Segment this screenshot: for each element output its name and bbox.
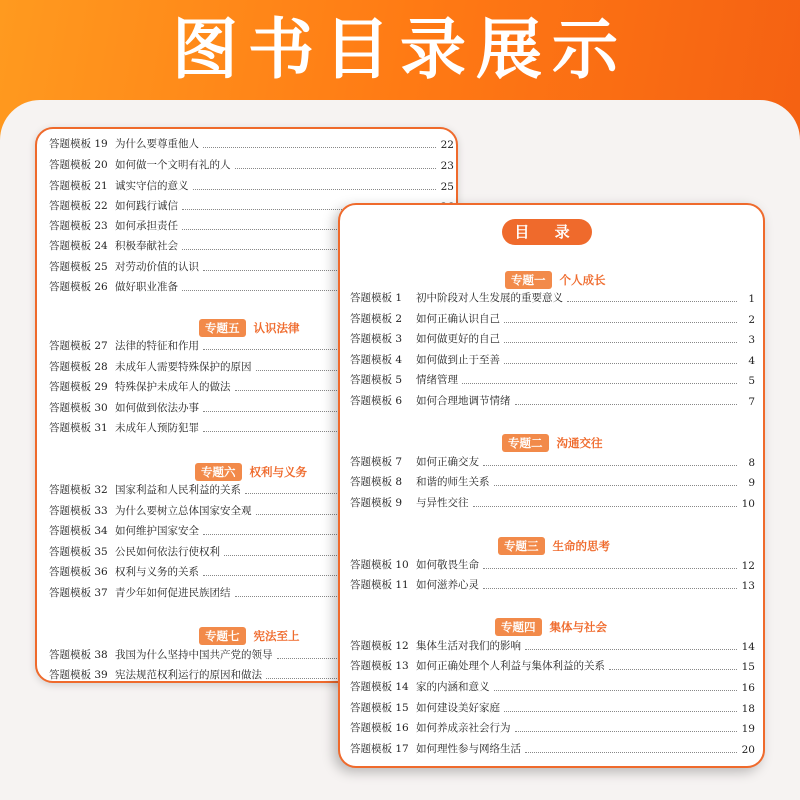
list-item: 答题模板 25 对劳动价值的认识 xyxy=(49,260,349,274)
topic-heading: 专题三 生命的思考 xyxy=(498,537,610,555)
list-item: 答题模板 32 国家利益和人民利益的关系 xyxy=(49,483,349,497)
list-item: 答题模板 6 如何合理地调节情绪 7 xyxy=(350,395,755,408)
list-item: 答题模板 5 情绪管理 5 xyxy=(350,374,755,387)
list-item: 答题模板 9 与异性交往 10 xyxy=(350,497,755,510)
topic-heading: 专题七 宪法至上 xyxy=(199,627,300,645)
topic-heading: 专题六 权利与义务 xyxy=(195,463,307,481)
toc-heading: 目 录 xyxy=(502,219,592,245)
list-item: 答题模板 16 如何养成亲社会行为 19 xyxy=(350,722,755,735)
list-item: 答题模板 39 宪法规范权利运行的原因和做法 xyxy=(49,668,349,682)
list-item: 答题模板 36 权利与义务的关系 xyxy=(49,565,349,579)
list-item: 答题模板 4 如何做到止于至善 4 xyxy=(350,354,755,367)
list-item: 答题模板 31 未成年人预防犯罪 xyxy=(49,421,349,435)
list-item: 答题模板 20 如何做一个文明有礼的人 23 xyxy=(49,159,454,172)
list-item: 答题模板 10 如何敬畏生命 12 xyxy=(350,559,755,572)
list-item: 答题模板 7 如何正确交友 8 xyxy=(350,456,755,469)
list-item: 答题模板 11 如何滋养心灵 13 xyxy=(350,579,755,592)
list-item: 答题模板 13 如何正确处理个人利益与集体利益的关系 15 xyxy=(350,660,755,673)
list-item: 答题模板 33 为什么要树立总体国家安全观 xyxy=(49,504,349,518)
list-item: 答题模板 21 诚实守信的意义 25 xyxy=(49,180,454,193)
list-item: 答题模板 37 青少年如何促进民族团结 xyxy=(49,586,349,600)
list-item: 答题模板 1 初中阶段对人生发展的重要意义 1 xyxy=(350,292,755,305)
list-item: 答题模板 17 如何理性参与网络生活 20 xyxy=(350,743,755,756)
list-item: 答题模板 28 未成年人需要特殊保护的原因 xyxy=(49,360,349,374)
list-item: 答题模板 3 如何做更好的自己 3 xyxy=(350,333,755,346)
list-item: 答题模板 38 我国为什么坚持中国共产党的领导 xyxy=(49,648,349,662)
list-item: 答题模板 30 如何做到依法办事 xyxy=(49,401,349,415)
list-item: 答题模板 14 家的内涵和意义 16 xyxy=(350,681,755,694)
topic-heading: 专题四 集体与社会 xyxy=(495,618,607,636)
toc-page-front xyxy=(338,203,765,768)
list-item: 答题模板 26 做好职业准备 xyxy=(49,280,349,294)
list-item: 答题模板 23 如何承担责任 xyxy=(49,219,349,233)
list-item: 答题模板 2 如何正确认识自己 2 xyxy=(350,313,755,326)
list-item: 答题模板 29 特殊保护未成年人的做法 xyxy=(49,380,349,394)
list-item: 答题模板 22 如何践行诚信 xyxy=(49,199,454,213)
list-item: 答题模板 19 为什么要尊重他人 22 xyxy=(49,138,454,151)
list-item: 答题模板 12 集体生活对我们的影响 14 xyxy=(350,640,755,653)
topic-heading: 专题一 个人成长 xyxy=(505,271,606,289)
list-item: 答题模板 8 和谐的师生关系 9 xyxy=(350,476,755,489)
list-item: 答题模板 34 如何维护国家安全 xyxy=(49,524,349,538)
list-item: 答题模板 35 公民如何依法行使权利 xyxy=(49,545,349,559)
list-item: 答题模板 24 积极奉献社会 xyxy=(49,239,349,253)
list-item: 答题模板 15 如何建设美好家庭 18 xyxy=(350,702,755,715)
topic-heading: 专题五 认识法律 xyxy=(199,319,300,337)
topic-heading: 专题二 沟通交往 xyxy=(502,434,603,452)
list-item: 答题模板 27 法律的特征和作用 xyxy=(49,339,349,353)
page-title: 图书目录展示 xyxy=(172,11,628,88)
